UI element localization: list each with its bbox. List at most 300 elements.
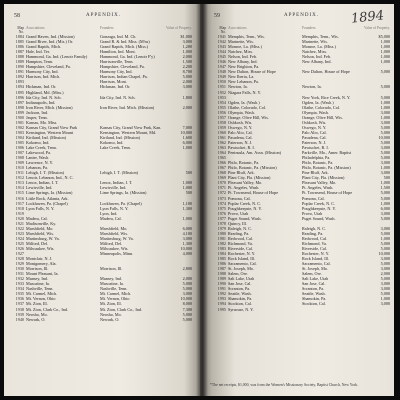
association: Newton, Ia. xyxy=(228,84,248,90)
founder: Kensington, Western Mount, Md. xyxy=(100,129,157,135)
map-number: 1947 xyxy=(217,64,226,70)
association: Neosho, Mo. xyxy=(26,311,48,317)
col-founders: Founders. xyxy=(100,26,115,30)
founder: Marshfield, Wis. xyxy=(100,230,129,236)
property-value xyxy=(364,307,390,312)
map-number: 1904 xyxy=(15,134,24,140)
property-value: 1,000 xyxy=(182,145,192,151)
map-number: 1994 xyxy=(217,301,226,307)
association: Hale, Ind. Ter. xyxy=(26,49,50,55)
founder: Milwaukee, Wis. xyxy=(100,245,129,251)
map-number: 1913 xyxy=(15,180,24,186)
property-value: 1,100 xyxy=(182,200,192,206)
property-value: 5,000 xyxy=(380,240,390,246)
property-value: 2,000 xyxy=(182,79,192,85)
association: Newark, O. xyxy=(26,316,46,322)
map-number: 1950 xyxy=(217,79,226,85)
association: Muscatine, Ia. xyxy=(26,281,50,287)
property-value: 6,000 xyxy=(182,139,192,145)
left-page xyxy=(4,4,200,396)
map-number: 1901 xyxy=(15,119,24,125)
founder: Salt Lake, Utah xyxy=(302,276,329,282)
property-value: 3,000 xyxy=(182,84,192,90)
property-value: 3,000 xyxy=(182,235,192,241)
association: Kansas City, Grand View Park xyxy=(26,124,78,130)
map-number: 1886 xyxy=(15,44,24,50)
founder: Reading, Pa. xyxy=(302,230,324,236)
map-number: 1892 xyxy=(15,74,24,80)
property-value: 2,000 xyxy=(380,271,390,277)
property-value: 1,000 xyxy=(380,59,390,65)
association: Seattle, Wash. xyxy=(228,291,252,297)
property-value: 3,000 xyxy=(380,119,390,125)
founder: Olympia, Wash. xyxy=(302,109,329,115)
map-number: 1905 xyxy=(15,139,24,145)
association: Pt. Townsend, House of Hope xyxy=(228,190,279,196)
map-number: 1900 xyxy=(15,114,24,120)
founder: Pawtucket, R. I. xyxy=(302,145,329,151)
association: Kensington, Western Mount xyxy=(26,129,74,135)
property-value: 4,000 xyxy=(182,251,192,257)
founder xyxy=(302,307,364,312)
map-number: 1924 xyxy=(15,235,24,241)
map-number: 1933 xyxy=(15,281,24,287)
property-value: 1,000 xyxy=(380,49,390,55)
map-number: 1885 xyxy=(15,39,24,45)
property-value: 7,000 xyxy=(182,124,192,130)
property-value: 1,000 xyxy=(380,180,390,186)
association: Montgomery, Ala. xyxy=(26,261,57,267)
map-number: 1985 xyxy=(217,256,226,262)
map-number: 1990 xyxy=(217,281,226,287)
map-number: 1943 xyxy=(217,44,226,50)
property-value: 5,000 xyxy=(182,286,192,292)
map-number: 1982 xyxy=(217,240,226,246)
founder: Iron River, Ind. Mich. (Mission) xyxy=(100,104,155,110)
map-number: 1919 xyxy=(15,210,24,216)
map-number: 1942 xyxy=(217,39,226,45)
col-value: Value of Property. xyxy=(364,26,391,30)
founder: Salem, Ore. xyxy=(302,271,322,277)
association: Lebanon, Pa. xyxy=(26,165,48,171)
map-number: 1949 xyxy=(217,74,226,80)
association: Pasadena, Cal. xyxy=(228,134,253,140)
founder: Pasadena, Cal. xyxy=(302,134,327,140)
property-value: 10,000 xyxy=(180,296,192,302)
association: Indianapolis, Ind. xyxy=(26,99,56,105)
founder: Marinette, Wis. xyxy=(302,39,328,45)
map-number: 1890 xyxy=(15,64,24,70)
property-value: 5,000 xyxy=(380,94,390,100)
property-value: 3,000 xyxy=(380,225,390,231)
map-number: 1992 xyxy=(217,291,226,297)
map-number: 1973 xyxy=(217,195,226,201)
association: Salem, Ore. xyxy=(228,271,248,277)
founder: Kokomo, Ind. xyxy=(100,139,124,145)
founder: Seattle, Wash. xyxy=(302,291,326,297)
association: Lyon Falls, N. Y. xyxy=(26,205,55,211)
founder: Grand Rapids, Mich. (Miss.) xyxy=(100,44,149,50)
map-number: 1974 xyxy=(217,200,226,206)
property-value: 5,000 xyxy=(380,69,390,75)
map-number: 1988 xyxy=(217,271,226,277)
founder: Oswego, N. Y. xyxy=(302,124,327,130)
association: Nelson, Ind. Feb. xyxy=(228,54,257,60)
founder: Orange, Olive Hill, Wis. xyxy=(302,114,343,120)
property-value: 2,000 xyxy=(182,104,192,110)
property-value: 3,000 xyxy=(380,256,390,262)
founder: Martinsburg, W. Va. xyxy=(100,235,134,241)
founder: Newark, O. xyxy=(100,316,120,322)
map-number: 1961 xyxy=(217,134,226,140)
property-value: 1,300 xyxy=(182,205,192,211)
right-page-number: 59 xyxy=(214,13,220,19)
map-number: 1983 xyxy=(217,245,226,251)
left-column-headers xyxy=(12,26,192,34)
book-gutter xyxy=(196,4,208,396)
map-number: 1910 xyxy=(15,165,24,171)
association: Scranton, Pa. xyxy=(228,286,251,292)
association: Highland, Md. (Miss.) xyxy=(26,89,64,95)
map-number: 1969 xyxy=(217,175,226,181)
map-number: 1981 xyxy=(217,235,226,241)
map-number: 1968 xyxy=(217,170,226,176)
association: Hampton, Tenn. xyxy=(26,59,53,65)
association: Pt. Angeles, Wash. xyxy=(228,185,260,191)
property-value: 10,000 xyxy=(180,245,192,251)
association: Mt. Zion, Clark Co., Ind. xyxy=(26,306,68,312)
founder: Neosho, Mo. xyxy=(100,311,122,317)
founder: Rochester, N. Y. xyxy=(302,251,330,257)
map-number: 1896 xyxy=(15,94,24,100)
association: Grand Rapids, Mich. xyxy=(26,44,62,50)
founder: Lewisville, Ind. xyxy=(100,185,127,191)
association: Madisonville, Ky. xyxy=(26,220,57,226)
founder: Lime Springs, Ia. (Mission) xyxy=(100,190,147,196)
property-value: 1,000 xyxy=(380,200,390,206)
property-value: 2,000 xyxy=(182,54,192,60)
map-number: 1939 xyxy=(15,311,24,317)
col-founders: Founders. xyxy=(302,26,317,30)
property-value: 3,000 xyxy=(182,291,192,297)
association: Redwood, Cal. xyxy=(228,235,254,241)
association: Grand Haven, Ind. (Mission) xyxy=(26,34,75,39)
map-number: 1971 xyxy=(217,185,226,191)
property-value: 1,000 xyxy=(380,104,390,110)
founder: Mt. Vernon, Ohio xyxy=(100,296,130,302)
col-map-no: Map No. xyxy=(219,26,226,34)
property-value: 1,000 xyxy=(380,54,390,60)
association: Paterson, N. J. xyxy=(228,139,253,145)
association: Stockton, Cal. xyxy=(228,301,252,307)
founder: Richmond, Va. xyxy=(302,240,327,246)
map-number: 1966 xyxy=(217,160,226,166)
association: Quincy, Ill. xyxy=(228,220,247,226)
map-number: 1928 xyxy=(15,256,24,262)
association: St. Joseph, Mo. xyxy=(228,266,254,272)
col-value: Value of Property. xyxy=(165,26,192,30)
founder: New Albany, Ind. xyxy=(302,59,332,65)
property-value: 1,000 xyxy=(182,185,192,191)
left-table xyxy=(12,34,192,322)
property-value: 5,000 xyxy=(380,129,390,135)
association: Lewisville, Ind. xyxy=(26,185,53,191)
left-running-head: APPENDIX. xyxy=(86,13,121,18)
map-number: 1934 xyxy=(15,286,24,292)
map-number: 1909 xyxy=(15,160,24,166)
association: Puget Sound, Wash. xyxy=(228,215,262,221)
property-value: 5,000 xyxy=(380,155,390,161)
association: Oshkosh, Wis. xyxy=(228,119,253,125)
association: Grand River, Ind. (Mis.) Or. xyxy=(26,39,74,45)
map-number: 1935 xyxy=(15,291,24,297)
association: Morrison, Ill. xyxy=(26,266,49,272)
association: Milford, Del. xyxy=(26,240,49,246)
property-value: 5,000 xyxy=(380,124,390,130)
property-value: 1,000 xyxy=(182,215,192,221)
association: Marshfield, Wis. xyxy=(26,230,55,236)
association: Niagara Falls, N. Y. xyxy=(228,89,262,95)
founder: Minneapolis, Minn. xyxy=(100,251,134,257)
left-page-number: 58 xyxy=(14,13,20,19)
association: Raleigh, N. C. xyxy=(228,225,253,231)
map-number: 1911 xyxy=(15,170,24,176)
founder: Pt. Townsend, House of Hope xyxy=(302,190,353,196)
association: Syracuse, N. Y. xyxy=(228,306,254,312)
founder: Lyon Falls, N. Y. xyxy=(100,205,129,211)
founder: New Dalton, House of Hope xyxy=(302,69,350,75)
map-number: 1991 xyxy=(217,286,226,292)
map-number: 1945 xyxy=(217,54,226,60)
association: Philo, Botanic, Pa. (Mission) xyxy=(228,165,277,171)
founder: Natchez, Miss. xyxy=(302,49,328,55)
map-number: 1953 xyxy=(217,94,226,100)
map-number: 1941 xyxy=(217,34,226,39)
map-number: 1948 xyxy=(217,69,226,75)
col-associations: Associations. xyxy=(228,26,248,30)
map-number: 1960 xyxy=(217,129,226,135)
association: San Jose, Cal. xyxy=(228,281,252,287)
founder: Hampshire, Cleveland, Pa. xyxy=(100,64,145,70)
association: Hickman, Ind. Or. xyxy=(26,84,57,90)
property-value: 3,000 xyxy=(182,39,192,45)
map-number: 1908 xyxy=(15,155,24,161)
property-value: 5,000 xyxy=(182,311,192,317)
founder: Mt. Carmel, Mich. xyxy=(100,291,132,297)
association: New Iberia, La. xyxy=(228,74,255,80)
map-number: 1884 xyxy=(15,34,24,39)
founder: Palo Alto, Cal. xyxy=(302,129,327,135)
founder: Stockton, Cal. xyxy=(302,301,326,307)
association: Mt. Vernon, Ohio xyxy=(26,296,56,302)
founder: Ida City, Ind. N. Sch. xyxy=(100,94,136,100)
founder: Shamokin, Pa. xyxy=(302,296,327,302)
founder: Harrisonville, Tenn. xyxy=(100,59,134,65)
association: Pawtucket, R. I. xyxy=(228,145,255,151)
property-value: 10,000 xyxy=(180,129,192,135)
property-value: 3,000 xyxy=(380,301,390,307)
handwritten-note: 1894 xyxy=(350,8,385,27)
property-value: 3,000 xyxy=(380,286,390,292)
association: Shamokin, Pa. xyxy=(228,296,253,302)
property-value: 1,000 xyxy=(380,114,390,120)
association: Hammond, Ga. Ind. (Lenoir Family) xyxy=(26,54,88,60)
association: Poughkeepsie, N. Y. xyxy=(228,205,262,211)
association: Plant City, Fla. (Mission) xyxy=(228,175,271,181)
association: Olympia, Wash. xyxy=(228,109,255,115)
association: Jackson, Ind. xyxy=(26,109,48,115)
property-value: 3,000 xyxy=(380,170,390,176)
map-number: 1930 xyxy=(15,266,24,272)
founder: Pt. Angeles, Wash. xyxy=(302,185,334,191)
property-value: 3,000 xyxy=(380,210,390,216)
map-number: 1979 xyxy=(217,225,226,231)
founder: Memphis, Tenn., Wis. xyxy=(302,34,339,39)
map-number: 1893 xyxy=(15,79,24,85)
map-number: 1963 xyxy=(217,145,226,151)
map-number: 1946 xyxy=(217,59,226,65)
founder: Morrison, Ill. xyxy=(100,266,123,272)
founder: Olathe, Colorado, Col. xyxy=(302,104,341,110)
property-value: 5,000 xyxy=(380,245,390,251)
property-value: $5,000 xyxy=(378,34,390,39)
footnote: *The net receipts, $1,000, was from the Women's Missionary Society, Baptist Church, New York. xyxy=(210,383,359,387)
property-value: 1,000 xyxy=(380,165,390,171)
property-value: 1,000 xyxy=(182,180,192,186)
association: New Dalton, House of Hope xyxy=(228,69,276,75)
founder: Gonzaga, Ind. M. Ch. xyxy=(100,34,137,39)
property-value: 1,600 xyxy=(182,134,192,140)
founder: Scranton, Pa. xyxy=(302,286,325,292)
association: Lenox, Indian, I. T. xyxy=(26,180,59,186)
map-number: 1952 xyxy=(217,89,226,95)
property-value: 500 xyxy=(383,175,390,181)
property-value: 1,800 xyxy=(182,94,192,100)
map-number: 1912 xyxy=(15,175,24,181)
association: Riverside, Cal. xyxy=(228,245,254,251)
founder: Poplar Creek, N. C. xyxy=(302,200,336,206)
founder: Redwood, Cal. xyxy=(302,235,328,241)
property-value: 5,000 xyxy=(380,150,390,156)
property-value: 3,000 xyxy=(380,109,390,115)
property-value: 5,000 xyxy=(380,276,390,282)
map-number: 1938 xyxy=(15,306,24,312)
property-value: 500 xyxy=(185,190,192,196)
association: Lanier, Wash. xyxy=(26,155,50,161)
property-value: 1,000 xyxy=(380,235,390,241)
founder: Mt. Zion, Ill. xyxy=(100,301,122,307)
property-value: 3,000 xyxy=(380,145,390,151)
property-value: 5,000 xyxy=(380,215,390,221)
founder: Philo, Botanic, Pa. xyxy=(302,160,334,166)
map-number: 1951 xyxy=(217,84,226,90)
map-number: 1967 xyxy=(217,165,226,171)
property-value: 1,000 xyxy=(380,39,390,45)
association: Hampshire, Cleveland, Pa. xyxy=(26,64,71,70)
association: Sacramento, Cal. xyxy=(228,261,257,267)
map-number: 1899 xyxy=(15,109,24,115)
property-value: 5,000 xyxy=(182,316,192,322)
association: Poplar Creek, N. C. xyxy=(228,200,262,206)
map-number: 1965 xyxy=(217,155,226,161)
map-number: 1929 xyxy=(15,261,24,267)
association: Munsey, Ind. xyxy=(26,276,48,282)
property-value: 2,200 xyxy=(182,64,192,70)
association: Milwaukee, Wis. xyxy=(26,245,55,251)
association: Lime Springs, Ia. (Mission) xyxy=(26,190,73,196)
map-number: 1993 xyxy=(217,296,226,302)
founder: Sacramento, Cal. xyxy=(302,261,331,267)
map-number: 1944 xyxy=(217,49,226,55)
property-value: 1,500 xyxy=(380,185,390,191)
association: Martinsburg, W. Va. xyxy=(26,235,60,241)
founder: San Jose, Cal. xyxy=(302,281,326,287)
association: Ogden, Ia. (Wash.) xyxy=(228,99,260,105)
map-number: 1987 xyxy=(217,266,226,272)
association: Pleasant Valley, Mo. xyxy=(228,180,263,186)
founder: St. Joseph, Mo. xyxy=(302,266,328,272)
property-value: 5,000 xyxy=(182,281,192,287)
founder: Harrison, Mont. xyxy=(100,79,127,85)
association: Olathe, Colorado, Col. xyxy=(228,104,267,110)
founder: Madera, Cal. xyxy=(100,215,122,221)
founder: Philadelphia, Pa. xyxy=(302,155,331,161)
map-number: 1906 xyxy=(15,145,24,151)
association: Nashville, Tenn. xyxy=(26,286,54,292)
association: Monroe, La. (Miss.) xyxy=(228,44,262,50)
association: Mount Pleasant, Ia. xyxy=(26,271,59,277)
founder: Rock Island, Ill. xyxy=(302,256,329,262)
property-value: 5,000 xyxy=(380,261,390,267)
table-row xyxy=(12,317,192,322)
association: Peninsula, Am. Assn. (Mission) xyxy=(228,150,282,156)
founder: Riverside, Cal. xyxy=(302,245,328,251)
association: Rochester, N. Y. xyxy=(228,251,256,257)
map-number: 1897 xyxy=(15,99,24,105)
map-number: 1925 xyxy=(15,240,24,246)
property-value: 1,000 xyxy=(380,296,390,302)
founder: Raleigh, N. C. xyxy=(302,225,327,231)
association: Natchez, Miss. xyxy=(228,49,254,55)
association: New Albany, Ind. xyxy=(228,59,258,65)
founder: Philo, Botanic, Pa. (Mission) xyxy=(302,165,351,171)
property-value: 1,200 xyxy=(182,44,192,50)
col-map-no: Map No. xyxy=(17,26,24,34)
founder: Mt. Zion, Clark Co., Ind. xyxy=(100,306,142,312)
founder: Nashville, Tenn. xyxy=(100,286,128,292)
property-value: 10,000 xyxy=(378,251,390,257)
association: Palo Alto, Cal. xyxy=(228,129,253,135)
association: Salt Lake, Utah xyxy=(228,276,255,282)
founder: Oshkosh, Wis. xyxy=(302,119,327,125)
right-table xyxy=(214,34,390,312)
map-number: 1980 xyxy=(217,230,226,236)
property-value: 5,000 xyxy=(380,84,390,90)
map-number: 1958 xyxy=(217,119,226,125)
association: Rock Island, Ill. xyxy=(228,256,255,262)
association: New Brighton, Pa. xyxy=(228,64,260,70)
founder: Monroe, La. (Miss.) xyxy=(302,44,336,50)
map-number: 1891 xyxy=(15,69,24,75)
founder: Milford, Del. xyxy=(100,240,123,246)
founder: Paterson, N. J. xyxy=(302,139,327,145)
association: Kansas, Mo. Miss. xyxy=(26,119,58,125)
map-number: 1922 xyxy=(15,225,24,231)
association: Memphis, Tenn., Wis. xyxy=(228,34,265,39)
map-number: 1957 xyxy=(217,114,226,120)
map-number: 1940 xyxy=(15,316,24,322)
map-number: 1902 xyxy=(15,124,24,130)
